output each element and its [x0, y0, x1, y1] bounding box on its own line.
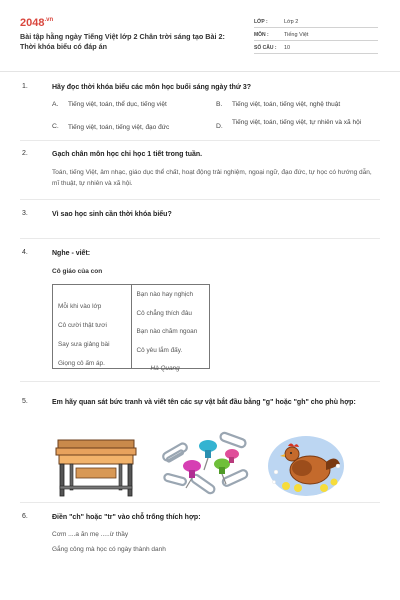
poem-column-right	[132, 285, 210, 372]
question-body: Toán, tiếng Việt, âm nhạc, giáo dục thể chất, hoạt động trải nghiệm, ngoại ngữ, đạo đức, tự học có hướng dẫn, mĩ thuật, tự nhiên và xã hội.	[52, 169, 372, 187]
meta-value: Tiếng Việt	[284, 32, 309, 38]
meta-label: SỐ CÂU :	[254, 45, 277, 51]
option-text: Tiếng việt, toán, tiếng việt, nghệ thuật	[232, 101, 341, 108]
question-6	[20, 513, 380, 553]
poem-line: Cô cười thật tươi	[58, 322, 107, 329]
poem-author: Hà Quang	[150, 365, 180, 372]
question-number: 2.	[22, 150, 28, 157]
logo-text: 2048	[20, 17, 45, 29]
logo-suffix: .vn	[44, 17, 54, 23]
question-number: 1.	[22, 83, 28, 90]
option-text: Tiếng việt, toán, tiếng việt, tự nhiên và xã hội	[232, 118, 362, 126]
option-a[interactable]	[52, 100, 216, 110]
answer-options	[52, 100, 380, 132]
picture-row	[20, 422, 380, 500]
question-text: Điền "ch" hoặc "tr" vào chỗ trống thích hợp:	[52, 514, 201, 521]
option-letter: B.	[216, 101, 223, 108]
poem-box	[52, 284, 210, 372]
option-b[interactable]	[216, 100, 380, 110]
poem-line: Mỗi khi vào lớp	[58, 303, 102, 310]
desk-icon	[54, 438, 140, 498]
fill-blank-line: Cơm ....a ăn mẹ .....ừ thầy	[52, 531, 129, 538]
poem-column-left	[53, 285, 132, 368]
fill-blank-line: Gắng công mà học có ngày thành danh	[52, 546, 166, 553]
question-number: 3.	[22, 210, 28, 217]
option-letter: A.	[52, 101, 59, 108]
paperclips-pins-icon	[160, 430, 255, 498]
meta-label: LỚP :	[254, 19, 268, 25]
divider	[20, 502, 380, 503]
question-text: Em hãy quan sát bức tranh và viết tên các sự vật bắt đầu bằng "g" hoặc "gh" cho phù hợp:	[52, 399, 356, 406]
question-4	[20, 249, 380, 372]
question-text: Gạch chân môn học chỉ học 1 tiết trong tuần.	[52, 151, 203, 158]
poem-line: Bạn nào chăm ngoan	[136, 328, 198, 335]
page-header	[0, 0, 400, 72]
option-c[interactable]	[52, 118, 216, 133]
poem-line: Giọng cô ấm áp.	[58, 360, 105, 367]
poem-title: Cô giáo của con	[52, 268, 103, 275]
meta-row-class	[254, 15, 378, 28]
question-number: 6.	[22, 513, 28, 520]
poem-line: Say sưa giảng bài	[58, 341, 110, 348]
meta-info	[254, 15, 378, 54]
question-list	[0, 83, 400, 553]
question-number: 5.	[22, 398, 28, 405]
site-logo[interactable]	[20, 17, 53, 29]
question-5	[20, 398, 380, 408]
option-letter: C.	[52, 122, 59, 130]
question-2	[20, 150, 380, 189]
poem-line: Bạn nào hay nghịch	[136, 291, 193, 298]
option-text: Tiếng việt, toán, tiếng việt, đạo đức	[68, 123, 170, 131]
option-text: Tiếng việt, toán, thể dục, tiếng việt	[68, 101, 167, 108]
divider	[20, 238, 380, 239]
question-text: Nghe - viết:	[52, 250, 91, 257]
document-title: Bài tập hằng ngày Tiếng Việt lớp 2 Chân trời sáng tạo Bài 2: Thời khóa biểu có đáp án	[20, 32, 225, 51]
option-letter: D.	[216, 122, 223, 130]
question-text: Vì sao học sinh cần thời khóa biểu?	[52, 211, 172, 218]
divider	[20, 140, 380, 141]
meta-value: Lớp 2	[284, 19, 299, 25]
poem-line: Cô chẳng thích đâu	[136, 309, 192, 317]
option-d[interactable]	[216, 118, 380, 133]
poem-line: Cô yêu lắm đấy.	[136, 346, 183, 354]
meta-value: 10	[284, 45, 291, 51]
question-number: 4.	[22, 249, 28, 256]
question-text: Hãy đọc thời khóa biểu các môn học buổi sáng ngày thứ 3?	[52, 84, 252, 91]
hen-chicks-icon	[266, 428, 346, 498]
meta-row-count	[254, 41, 378, 54]
meta-label: MÔN :	[254, 32, 269, 38]
meta-row-subject	[254, 28, 378, 41]
question-1	[20, 83, 380, 132]
divider	[20, 199, 380, 200]
question-3	[20, 210, 380, 232]
